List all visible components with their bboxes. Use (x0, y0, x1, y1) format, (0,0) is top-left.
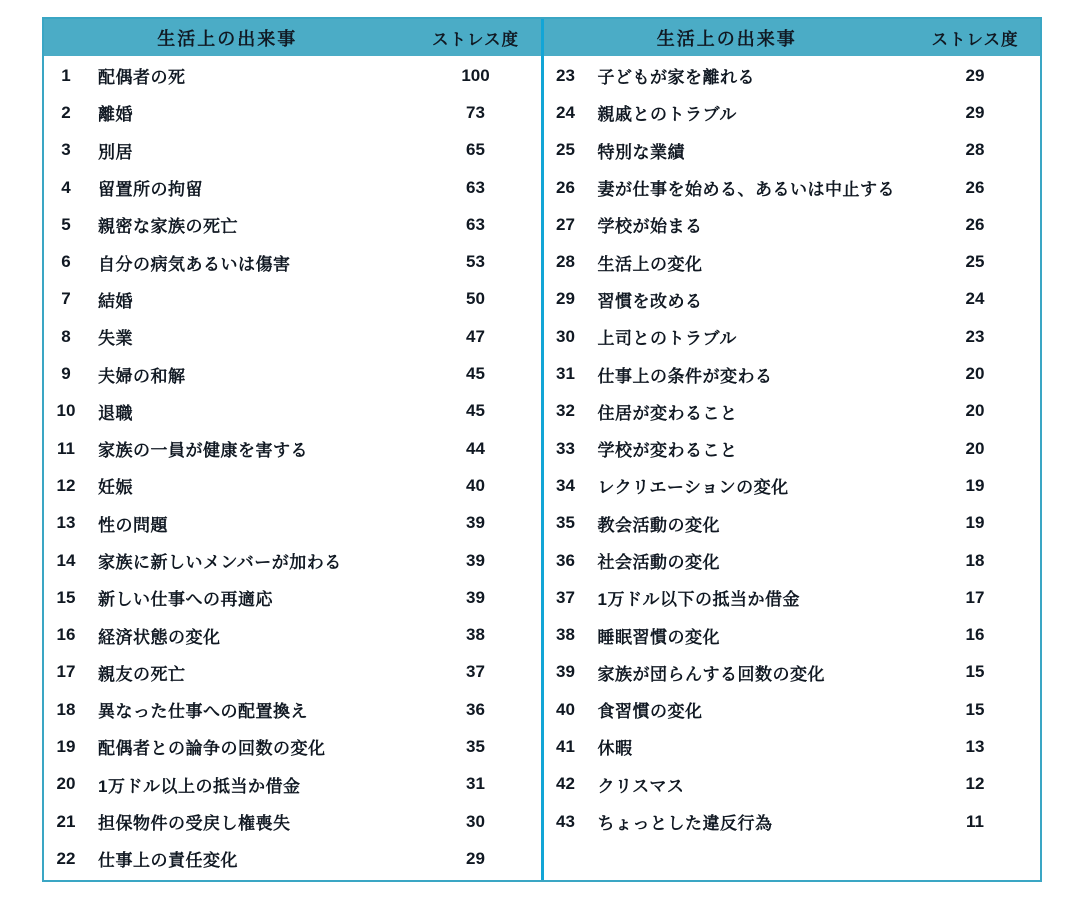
row-stress-value: 37 (466, 662, 485, 682)
row-stress-value: 28 (965, 140, 985, 160)
table-row (44, 542, 541, 579)
table-row (544, 766, 1041, 803)
row-rank-number: 28 (556, 252, 575, 272)
table-row (544, 57, 1041, 94)
table-row (44, 654, 541, 691)
table-right-half (544, 19, 1041, 880)
row-life-event: 自分の病気あるいは傷害 (98, 254, 291, 274)
row-life-event: 学校が変わること (597, 441, 738, 461)
row-rank-number: 27 (556, 214, 575, 234)
row-life-event: 親友の死亡 (98, 664, 186, 684)
row-life-event: 退職 (98, 403, 133, 423)
table-row (44, 467, 541, 504)
row-stress-value: 15 (965, 699, 985, 719)
row-rank-number: 37 (556, 587, 575, 607)
table-row (44, 206, 541, 243)
row-rank-number: 17 (56, 662, 76, 682)
row-life-event: 妊娠 (98, 478, 133, 498)
row-stress-value: 20 (965, 438, 985, 458)
row-life-event: 仕事上の責任変化 (98, 851, 238, 871)
row-life-event: 経済状態の変化 (98, 627, 221, 647)
row-life-event: 睡眠習慣の変化 (597, 627, 720, 647)
row-life-event: 家族の一員が健康を害する (98, 441, 308, 461)
row-stress-value: 30 (466, 811, 485, 831)
row-rank-number: 4 (61, 177, 71, 197)
row-stress-value: 18 (965, 550, 985, 570)
table-row (544, 281, 1041, 318)
table-row (44, 430, 541, 467)
row-life-event: 上司とのトラブル (597, 329, 737, 349)
table-row (544, 691, 1041, 728)
row-rank-number: 42 (556, 774, 575, 794)
row-rank-number: 36 (556, 550, 575, 570)
table-row (544, 393, 1041, 430)
row-stress-value: 23 (965, 326, 985, 346)
row-life-event: 1万ドル以上の抵当か借金 (98, 776, 301, 796)
table-row (44, 169, 541, 206)
row-stress-value: 45 (466, 364, 485, 384)
row-rank-number: 35 (556, 513, 575, 533)
row-life-event: 親密な家族の死亡 (98, 217, 238, 237)
row-rank-number: 43 (556, 811, 575, 831)
row-rank-number: 1 (61, 65, 71, 85)
row-rank-number: 13 (56, 513, 76, 533)
row-stress-value: 11 (966, 811, 984, 831)
row-rank-number: 16 (56, 625, 76, 645)
column-header-stress-level: ストレス度 (931, 30, 1019, 49)
row-rank-number: 3 (61, 140, 71, 160)
row-stress-value: 73 (466, 102, 485, 122)
row-life-event: 子どもが家を離れる (597, 68, 755, 88)
table-row (544, 243, 1041, 280)
row-rank-number: 40 (556, 699, 575, 719)
row-rank-number: 24 (556, 102, 575, 122)
row-life-event: 1万ドル以下の抵当か借金 (597, 590, 800, 610)
row-rank-number: 2 (61, 102, 71, 122)
row-stress-value: 19 (965, 513, 985, 533)
row-life-event: 家族が団らんする回数の変化 (597, 664, 825, 684)
row-life-event: 性の問題 (98, 515, 168, 535)
row-rank-number: 34 (556, 475, 575, 495)
table-row (44, 393, 541, 430)
row-stress-value: 29 (965, 65, 985, 85)
table-row (44, 132, 541, 169)
row-life-event: 異なった仕事への配置換え (98, 702, 308, 722)
table-row (544, 355, 1041, 392)
row-life-event: レクリエーションの変化 (597, 478, 789, 498)
row-stress-value: 38 (466, 625, 485, 645)
row-life-event: ちょっとした違反行為 (597, 814, 773, 834)
row-stress-value: 63 (466, 214, 485, 234)
row-life-event: 休暇 (597, 739, 633, 759)
row-stress-value: 19 (965, 475, 985, 495)
row-life-event: 家族に新しいメンバーが加わる (98, 553, 342, 572)
row-rank-number: 25 (556, 140, 575, 160)
row-stress-value: 26 (965, 214, 985, 234)
table-row (44, 94, 541, 131)
row-stress-value: 29 (466, 848, 485, 868)
table-row (44, 281, 541, 318)
row-stress-value: 44 (466, 438, 485, 458)
column-header-life-event: 生活上の出来事 (157, 28, 298, 49)
row-rank-number: 26 (556, 177, 575, 197)
row-life-event: 留置所の拘留 (98, 180, 203, 200)
row-life-event: 学校が始まる (597, 217, 703, 237)
row-rank-number: 30 (556, 326, 575, 346)
row-stress-value: 40 (466, 475, 485, 495)
table-row (44, 766, 541, 803)
table-row (544, 616, 1041, 653)
row-stress-value: 29 (965, 102, 985, 122)
table-row (544, 654, 1041, 691)
row-life-event: 食習慣の変化 (597, 702, 703, 722)
table-row (544, 579, 1041, 616)
row-stress-value: 45 (466, 401, 485, 421)
row-stress-value: 24 (965, 289, 985, 309)
table-row (544, 803, 1041, 840)
row-life-event: 仕事上の条件が変わる (597, 366, 773, 386)
row-life-event: 結婚 (98, 291, 133, 311)
row-stress-value: 39 (466, 587, 485, 607)
column-header-stress-level: ストレス度 (431, 30, 519, 49)
table-row (44, 803, 541, 840)
row-stress-value: 36 (466, 699, 485, 719)
row-stress-value: 50 (466, 289, 485, 309)
row-rank-number: 19 (56, 736, 76, 756)
table-row (544, 505, 1041, 542)
table-row (544, 728, 1041, 765)
table-body-right (544, 56, 1041, 880)
row-rank-number: 23 (556, 65, 575, 85)
table-row (44, 243, 541, 280)
row-rank-number: 22 (56, 848, 76, 868)
row-stress-value: 63 (466, 177, 485, 197)
table-row (44, 505, 541, 542)
row-life-event: 生活上の変化 (597, 254, 703, 274)
table-header-right (544, 19, 1041, 56)
row-life-event: 住居が変わること (597, 403, 738, 423)
row-life-event: 特別な業績 (597, 142, 685, 162)
row-stress-value: 35 (466, 736, 485, 756)
row-rank-number: 11 (57, 438, 75, 458)
row-stress-value: 25 (965, 252, 985, 272)
row-rank-number: 39 (556, 662, 575, 682)
column-header-life-event: 生活上の出来事 (656, 28, 797, 49)
row-stress-value: 15 (965, 662, 985, 682)
row-life-event: 配偶者の死 (98, 68, 186, 88)
row-rank-number: 38 (556, 625, 575, 645)
table-row (44, 579, 541, 616)
table-row (544, 430, 1041, 467)
row-stress-value: 65 (466, 140, 485, 160)
row-rank-number: 20 (56, 774, 76, 794)
row-stress-value: 16 (965, 625, 985, 645)
table-row (44, 355, 541, 392)
row-rank-number: 32 (556, 401, 575, 421)
table-left-half (44, 19, 541, 880)
table-row (544, 542, 1041, 579)
row-life-event: 社会活動の変化 (597, 553, 720, 572)
row-stress-value: 39 (466, 513, 485, 533)
row-rank-number: 7 (61, 289, 71, 309)
row-life-event: クリスマス (597, 776, 685, 796)
row-rank-number: 15 (56, 587, 76, 607)
table-row (44, 318, 541, 355)
row-rank-number: 41 (556, 736, 575, 756)
row-rank-number: 10 (56, 401, 76, 421)
row-life-event: 失業 (98, 329, 133, 349)
table-row (44, 57, 541, 94)
row-rank-number: 31 (556, 364, 575, 384)
table-header-left (44, 19, 541, 56)
row-stress-value: 31 (466, 774, 485, 794)
row-stress-value: 13 (965, 736, 985, 756)
row-stress-value: 53 (466, 252, 485, 272)
table-row (544, 169, 1041, 206)
row-rank-number: 29 (556, 289, 575, 309)
row-life-event: 親戚とのトラブル (597, 105, 737, 125)
row-rank-number: 8 (61, 326, 71, 346)
row-stress-value: 39 (466, 550, 485, 570)
table-row (544, 467, 1041, 504)
table-row (544, 132, 1041, 169)
table-row (44, 728, 541, 765)
row-life-event: 配偶者との論争の回数の変化 (98, 739, 326, 759)
stress-scale-table (42, 17, 1042, 882)
row-life-event: 離婚 (98, 105, 133, 125)
row-stress-value: 17 (965, 587, 985, 607)
row-rank-number: 18 (56, 699, 76, 719)
row-rank-number: 9 (61, 364, 71, 384)
table-row (44, 840, 541, 877)
table-row (544, 318, 1041, 355)
table-row (44, 691, 541, 728)
table-row (544, 206, 1041, 243)
row-rank-number: 33 (556, 438, 575, 458)
row-life-event: 夫婦の和解 (98, 366, 186, 386)
row-rank-number: 6 (61, 252, 71, 272)
row-life-event: 妻が仕事を始める、あるいは中止する (597, 180, 895, 200)
row-stress-value: 47 (466, 326, 485, 346)
table-row (544, 94, 1041, 131)
row-life-event: 教会活動の変化 (597, 515, 720, 535)
table-body-left (44, 56, 541, 880)
row-stress-value: 26 (965, 177, 985, 197)
row-life-event: 別居 (98, 142, 133, 162)
row-stress-value: 12 (965, 774, 985, 794)
row-life-event: 担保物件の受戻し権喪失 (98, 814, 291, 834)
row-life-event: 新しい仕事への再適応 (98, 590, 273, 610)
row-stress-value: 20 (965, 364, 985, 384)
row-rank-number: 21 (56, 811, 76, 831)
row-rank-number: 12 (56, 475, 76, 495)
row-stress-value: 20 (965, 401, 985, 421)
table-row (44, 616, 541, 653)
row-rank-number: 5 (61, 214, 71, 234)
row-rank-number: 14 (56, 550, 76, 570)
row-stress-value: 100 (461, 65, 490, 85)
row-life-event: 習慣を改める (597, 291, 703, 311)
